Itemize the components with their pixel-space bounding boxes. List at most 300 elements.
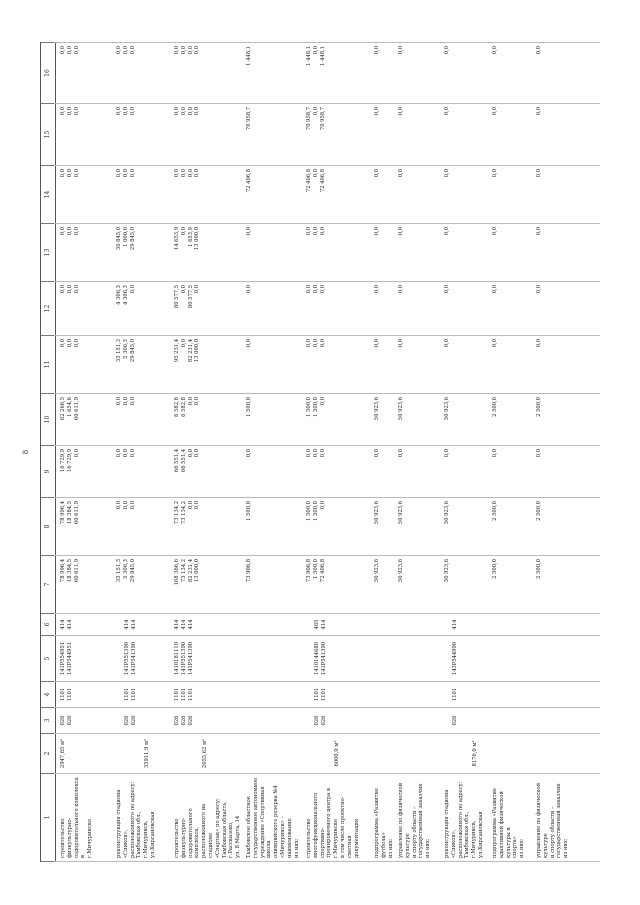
table-cell: 80 577,5 [187,285,194,309]
table-row [246,43,253,103]
table-row [374,224,381,281]
table-cell: 1410144680 [314,642,320,676]
table-cell: 18 384,5 [66,501,73,525]
table-row [306,166,326,223]
row-description: управление по физической культуре [398,782,411,858]
table-cell: 0,0 [319,285,326,294]
table-row [174,282,201,335]
row-description: из них: [519,838,526,858]
table-cell: 72 406,8 [246,169,252,193]
table-cell: 14 653,9 [174,227,180,251]
table-cell: 0,0 [374,285,380,294]
table-cell: 414 [66,619,73,630]
column-header: 9 [41,446,55,498]
table-cell: 0,0 [398,449,404,458]
table-cell: 16 729,9 [66,449,73,473]
table-cell: 0,0 [60,285,66,294]
table-cell: 4 306,3 [122,285,129,305]
table-cell: 8176,0 м² [472,740,478,767]
table-row [60,556,80,613]
table-cell: 0,0 [319,339,326,348]
table-row [174,394,201,445]
column-header: 15 [41,104,55,166]
table-cell: 1 500,0 [306,397,312,417]
table-row [124,636,138,681]
table-cell: 0,0 [66,227,73,236]
table-cell: 0,0 [73,227,80,236]
table-cell: 0,0 [536,285,542,294]
table-row [174,336,201,393]
table-cell: 0,0 [174,46,180,55]
table-cell: 30 845,0 [116,227,122,251]
table-cell: 50 923,6 [444,559,450,583]
table-cell: 1101 [174,687,180,702]
table-cell: 168 366,6 [174,559,180,586]
table-cell: 0,0 [306,449,312,458]
table-row [60,708,74,733]
table-row [536,43,543,103]
table-cell: 414 [187,619,194,630]
row-description: и спорту области – [411,806,418,858]
row-description: из них: [563,838,570,858]
table-cell: 73 134,2 [180,501,187,525]
row-description: многофункционального спортивно- [312,792,326,858]
table-row [174,446,201,497]
table-cell: 0,0 [536,169,542,178]
table-cell: 026 [180,715,187,726]
table-cell: 026 [124,715,130,726]
table-column [54,166,600,224]
table-cell: 0,0 [444,107,450,116]
table-row [374,43,381,103]
row-description: Тамбовская обл., г.Мичуринск, [464,811,478,858]
table-row [116,282,136,335]
table-column [54,42,600,104]
table-cell: 73 906,8 [306,559,312,583]
table-row [306,224,326,281]
table-row [536,336,543,393]
table-cell: 0,0 [187,397,194,406]
table-column [54,614,600,636]
table-row [444,394,451,445]
table-cell: 2 500,0 [536,397,542,417]
table-row [398,43,405,103]
table-column [54,446,600,498]
row-description: расположенного по адресу: [457,781,464,858]
table-row [174,636,194,681]
table-column [54,708,600,734]
table-row [444,104,451,165]
table-cell: 026 [187,715,194,726]
row-description: реконструкция стадиона «Спикок», [444,789,457,858]
table-cell: 13 000,0 [194,339,201,363]
table-cell: 1101 [66,687,73,702]
row-description: из них: [387,838,394,858]
table-cell: 35 151,3 [116,339,122,363]
table-cell: 50 923,6 [444,397,450,421]
table-row [306,282,326,335]
row-description: расположенного на стадионе [201,803,214,858]
table-row [398,556,405,613]
row-description: ул.Кирсановская [477,811,484,858]
table-cell: 2 500,0 [492,559,498,579]
table-cell: 414 [452,619,458,630]
table-cell: 0,0 [312,107,319,116]
table-row [174,43,201,103]
table-row [314,614,328,635]
row-description: учреждение «Спортивная школа [259,786,273,858]
column-header: 16 [41,42,55,104]
table-cell: 414 [174,619,180,630]
table-cell: 0,0 [492,46,498,55]
table-row [374,774,394,861]
table-row [444,166,451,223]
table-cell: 0,0 [180,169,187,178]
table-cell: 0,0 [129,107,136,116]
table-cell: 62 266,5 [60,397,66,421]
table-cell: 0,0 [536,46,542,55]
table-row [246,224,253,281]
table-cell: 0,0 [60,107,66,116]
table-cell: 29 845,0 [129,227,136,251]
table-row [116,446,136,497]
column-header: 1 [41,774,55,862]
table-cell: 0,0 [73,169,80,178]
table-row [60,682,74,707]
table-row [174,614,194,635]
table-cell: 0,0 [122,169,129,178]
table-row [374,336,381,393]
table-row [444,224,451,281]
table-cell: 0,0 [398,285,404,294]
table-row [398,394,405,445]
table-row [374,556,381,613]
table-row [492,774,526,861]
table-cell: 5 306,3 [122,339,129,359]
table-cell: 0,0 [319,397,326,406]
table-cell: 78 996,4 [60,501,66,525]
column-header: 3 [41,708,55,734]
table-cell: 29 845,0 [129,339,136,363]
table-cell: 0,0 [492,449,498,458]
table-cell: 0,0 [319,227,326,236]
table-row [536,224,543,281]
table-cell: 0,0 [194,169,201,178]
table-row [246,104,253,165]
table-row [492,394,499,445]
table-row [306,336,326,393]
row-description: Тамбовское областное [246,796,252,858]
table-cell: 50 923,6 [374,559,380,583]
table-row [60,224,80,281]
table-cell: 0,0 [312,285,319,294]
table-cell: 1 500,0 [312,559,319,579]
table-cell: 026 [130,715,137,726]
table-cell: 1 653,9 [187,227,194,247]
table-cell: 1410181110 [174,642,180,676]
table-cell: 0,0 [246,339,252,348]
table-cell: 0,0 [492,227,498,236]
table-row [174,166,201,223]
table-cell: 0,0 [66,339,73,348]
column-header: 13 [41,224,55,282]
table-cell: 35911,9 м² [144,738,150,769]
table-cell: 0,0 [194,285,201,294]
table-cell: 0,0 [116,501,122,510]
table-cell: 70 958,7 [319,107,326,131]
table-cell: 0,0 [312,227,319,236]
table-cell: 0,0 [116,46,122,55]
table-cell: 141P544951 [66,641,73,676]
table-cell: 0,0 [122,449,129,458]
table-row [444,446,451,497]
table-cell: 0,0 [492,169,498,178]
table-cell: 1101 [320,687,327,702]
table-cell: 0,0 [116,397,122,406]
table-row [246,282,253,335]
table-cell: 82 231,4 [187,339,194,363]
table-cell: 0,0 [73,449,80,458]
table-cell: 414 [60,619,66,630]
table-column [54,556,600,614]
row-description: тренировочного центра в [326,788,333,858]
table-cell: 0,0 [194,501,201,510]
table-cell: 1 448,1 [246,46,252,66]
table-row [536,774,570,861]
table-row [174,682,194,707]
table-cell: 1101 [180,687,187,702]
table-row [452,636,459,681]
table-row [306,43,326,103]
table-cell: 6 582,8 [180,397,187,417]
table-row [174,104,201,165]
table-row [536,498,543,555]
table-cell: 29 845,0 [129,559,136,583]
column-header: 5 [41,636,55,682]
row-description: «Спартак» по адресу: [214,798,221,858]
row-description: строительство физкультурно- [174,817,187,858]
table-cell: 1 500,0 [312,397,319,417]
table-cell: 0,0 [194,46,201,55]
row-description: из них: [293,838,300,858]
table-cell: 0,0 [246,285,252,294]
table-cell: 0,0 [536,227,542,236]
table-cell: 0,0 [180,285,187,294]
table-column [54,394,600,446]
row-description: олимпийского резерва №4 [273,785,280,858]
table-row [60,166,80,223]
table-column [54,104,600,166]
table-cell: 1101 [187,687,194,702]
table-column [54,636,600,682]
table-cell: 2 500,0 [536,559,542,579]
table-row [374,446,381,497]
table-cell: 0,0 [306,285,312,294]
table-row [444,498,451,555]
table-row [116,336,136,393]
table-cell: 1 448,1 [306,46,312,66]
table-row [444,556,451,613]
table-row [314,682,328,707]
table-row [398,166,405,223]
table-cell: 0,0 [129,46,136,55]
table-row [116,394,136,445]
table-cell: 66 551,4 [180,449,187,473]
table-cell: 0,0 [536,449,542,458]
table-row [398,282,405,335]
table-cell: 0,0 [116,107,122,116]
table-body [54,42,600,862]
row-description: ул.Кирсановская [149,811,156,858]
table-cell: 0,0 [129,449,136,458]
table-row [492,556,499,613]
table-row [472,734,479,773]
table-row [374,282,381,335]
table-cell: 35 151,3 [116,559,122,583]
table-row [444,43,451,103]
table-cell: 72 406,8 [306,169,312,193]
table-row [374,394,381,445]
column-header: 6 [41,614,55,636]
table-cell: 0,0 [66,46,73,55]
table-cell: 026 [66,715,73,726]
table-cell: 2947,65 м² [60,738,66,769]
table-cell: 50 923,6 [398,501,404,525]
table-row [116,104,136,165]
row-description: оздоровительного комплекса, [187,808,201,858]
table-cell: 0,0 [122,397,129,406]
table-cell: 60 611,9 [73,559,80,583]
row-description: государственный заказчик [418,783,425,858]
table-cell: 0,0 [374,169,380,178]
table-cell: 0,0 [129,397,136,406]
table-cell: 18 384,5 [66,559,73,583]
table-row [124,614,138,635]
table-cell: 2055,62 м² [202,738,208,769]
table-column [54,336,600,394]
table-cell: 0,0 [129,285,136,294]
table-row [60,636,74,681]
table-cell: 0,0 [60,169,66,178]
table-cell: 465 [314,619,320,630]
table-row [306,394,326,445]
table-row [306,774,360,861]
table-cell: 70 958,7 [306,107,312,131]
table-row [306,104,326,165]
table-cell: 141P541390 [187,641,194,676]
table-cell: 414 [130,619,137,630]
row-description: подпрограмма «Развитие [492,788,498,858]
table-cell: 0,0 [116,169,122,178]
table-row [444,282,451,335]
table-column [54,682,600,708]
table-cell: 0,0 [194,449,201,458]
table-cell: 60 611,9 [73,501,80,525]
table-cell: 82 231,4 [187,559,194,583]
row-description: в том числе проектно-сметная [339,796,353,858]
table-cell: 0,0 [129,169,136,178]
table-column [54,282,600,336]
page-number: 8 [22,449,30,455]
table-column [54,774,600,862]
row-description: подпрограмма «Развитие футбола» [374,788,387,858]
row-description: из них: [425,838,432,858]
table-cell: 0,0 [374,339,380,348]
table-row [444,774,485,861]
table-cell: 50 923,6 [374,501,380,525]
table-row [398,498,405,555]
table-row [116,43,136,103]
row-description: г.Мичуринске [87,818,94,858]
table-row [398,104,405,165]
table-cell: 0,0 [73,107,80,116]
table-row [452,682,459,707]
row-description: Тамбовская область, г.Рассказово, [221,801,235,858]
table-row [202,734,209,773]
column-header: 11 [41,336,55,394]
table-cell: 0,0 [306,339,312,348]
table-row [536,556,543,613]
row-description: оздоровительного комплекса в [73,777,87,858]
table-cell: 143P544990 [452,641,458,676]
table-cell: 0,0 [398,46,404,55]
table-cell: 72 406,8 [319,559,326,583]
table-row [60,394,80,445]
table-cell: 0,0 [398,339,404,348]
table-row [246,498,253,555]
table-row [492,282,499,335]
table-cell: 1 500,0 [246,501,252,521]
table-row [174,498,201,555]
row-description: строительство [306,818,312,858]
table-column [54,498,600,556]
table-row [492,224,499,281]
table-row [60,774,94,861]
table-cell: 1 448,1 [319,46,326,66]
table-row [306,498,326,555]
table-cell: 0,0 [444,169,450,178]
table-row [124,708,138,733]
table-cell: 141P551390 [124,641,130,676]
table-cell: 0,0 [180,227,187,236]
table-row [492,446,499,497]
table-cell: 4 306,3 [116,285,122,305]
table-cell: 026 [174,715,180,726]
table-cell: 0,0 [374,46,380,55]
table-cell: 0,0 [246,449,252,458]
table-cell: 0,0 [374,107,380,116]
row-description: г.Мичуринске [333,818,340,858]
table-cell: 0,0 [187,46,194,55]
table-row [246,446,253,497]
table-cell: 0,0 [312,46,319,55]
table-column [54,224,600,282]
table-row [246,394,253,445]
table-row [174,708,194,733]
table-row [492,336,499,393]
table-cell: 0,0 [444,46,450,55]
table-cell: 0,0 [398,169,404,178]
table-cell: 0,0 [312,169,319,178]
table-cell: 0,0 [374,449,380,458]
column-header: 7 [41,556,55,614]
column-header: 4 [41,682,55,708]
table-cell: 414 [180,619,187,630]
table-row [60,498,80,555]
table-row [492,43,499,103]
table-cell: 1101 [314,687,320,702]
column-header: 8 [41,498,55,556]
